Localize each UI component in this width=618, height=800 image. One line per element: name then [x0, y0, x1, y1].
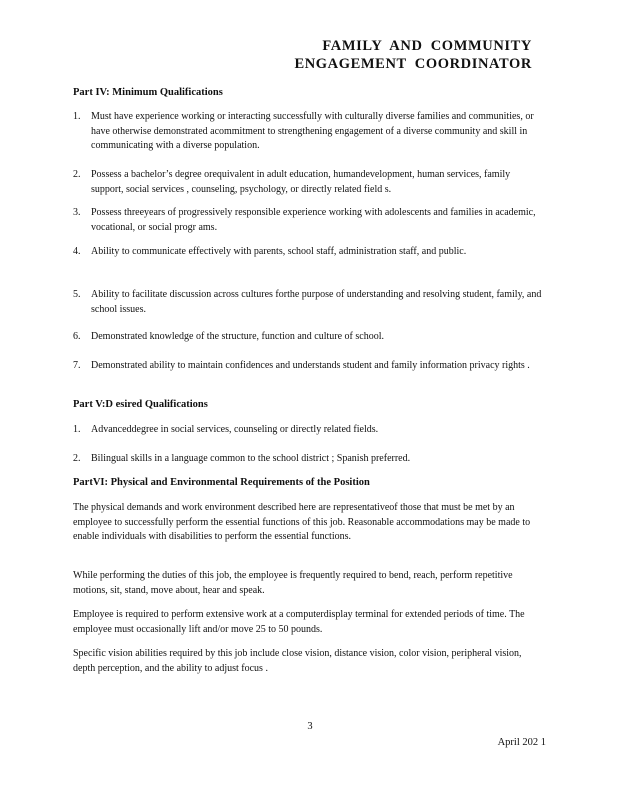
part-4-item-6	[73, 330, 543, 345]
part-5-item-1	[73, 423, 543, 438]
part-4-item-7	[73, 359, 543, 374]
title-line-1: FAMILY AND COMMUNITY	[322, 38, 532, 54]
part-6-heading: PartVI: Physical and Environmental Requirements of the Position	[73, 477, 370, 488]
item-text: Must have experience working or interacting successfully with culturally diverse families and communities, or have otherwise demonstrated acommitment to strengthening engagement of a diverse community and skill in communicating with a diverse population.	[91, 111, 534, 152]
part-5-item-2	[73, 452, 543, 467]
item-number: 2.	[73, 453, 81, 464]
part-4-heading: Part IV: Minimum Qualifications	[73, 87, 223, 98]
item-number: 3.	[73, 207, 81, 218]
part-6-paragraph-1: The physical demands and work environment described here are representativeof those that must be met by an employee to successfully perform the essential functions of this job. Reasonable accommodations may be made to enable individuals with disabilities to perform the essential functions.	[73, 502, 531, 543]
item-text: Possess a bachelor’s degree orequivalent in adult education, humandevelopment, human services, family support, social services , counseling, psychology, or directly related field s.	[91, 169, 511, 195]
item-text: Ability to facilitate discussion across cultures forthe purpose of understanding and resolving student, family, and school issues.	[91, 289, 542, 315]
part-4-item-2	[73, 168, 543, 197]
part-6-paragraph-4: Specific vision abilities required by this job include close vision, distance vision, color vision, peripheral vision, depth perception, and the ability to adjust focus .	[73, 648, 522, 674]
part-4-item-1	[73, 110, 543, 154]
footer-date: April 202 1	[497, 737, 546, 748]
part-4-item-3	[73, 206, 543, 235]
item-number: 7.	[73, 360, 81, 371]
item-text: Ability to communicate effectively with parents, school staff, administration staff, and public.	[91, 246, 467, 257]
item-text: Demonstrated knowledge of the structure, function and culture of school.	[91, 331, 384, 342]
item-number: 4.	[73, 246, 81, 257]
part-6-paragraph-2: While performing the duties of this job, the employee is frequently required to bend, reach, perform repetitive motions, sit, stand, move about, hear and speak.	[73, 570, 513, 596]
item-text: Bilingual skills in a language common to the school district ; Spanish preferred.	[91, 453, 411, 464]
part-5-heading: Part V:D esired Qualifications	[73, 399, 208, 410]
document-title	[294, 37, 532, 73]
title-line-2: ENGAGEMENT COORDINATOR	[294, 56, 532, 72]
part-4-item-5	[73, 288, 543, 317]
item-number: 1.	[73, 424, 81, 435]
item-text: Demonstrated ability to maintain confidences and understands student and family information privacy rights .	[91, 360, 530, 371]
item-text: Possess threeyears of progressively responsible experience working with adolescents and families in academic, vocational, or social progr ams.	[91, 207, 536, 233]
item-number: 1.	[73, 111, 81, 122]
item-number: 2.	[73, 169, 81, 180]
part-4-item-4	[73, 245, 543, 260]
item-text: Advanceddegree in social services, counseling or directly related fields.	[91, 424, 379, 435]
item-number: 6.	[73, 331, 81, 342]
part-6-paragraph-3: Employee is required to perform extensive work at a computerdisplay terminal for extended periods of time. The employee must occasionally lift and/or move 25 to 50 pounds.	[73, 609, 525, 635]
item-number: 5.	[73, 289, 81, 300]
page-number: 3	[307, 721, 313, 732]
